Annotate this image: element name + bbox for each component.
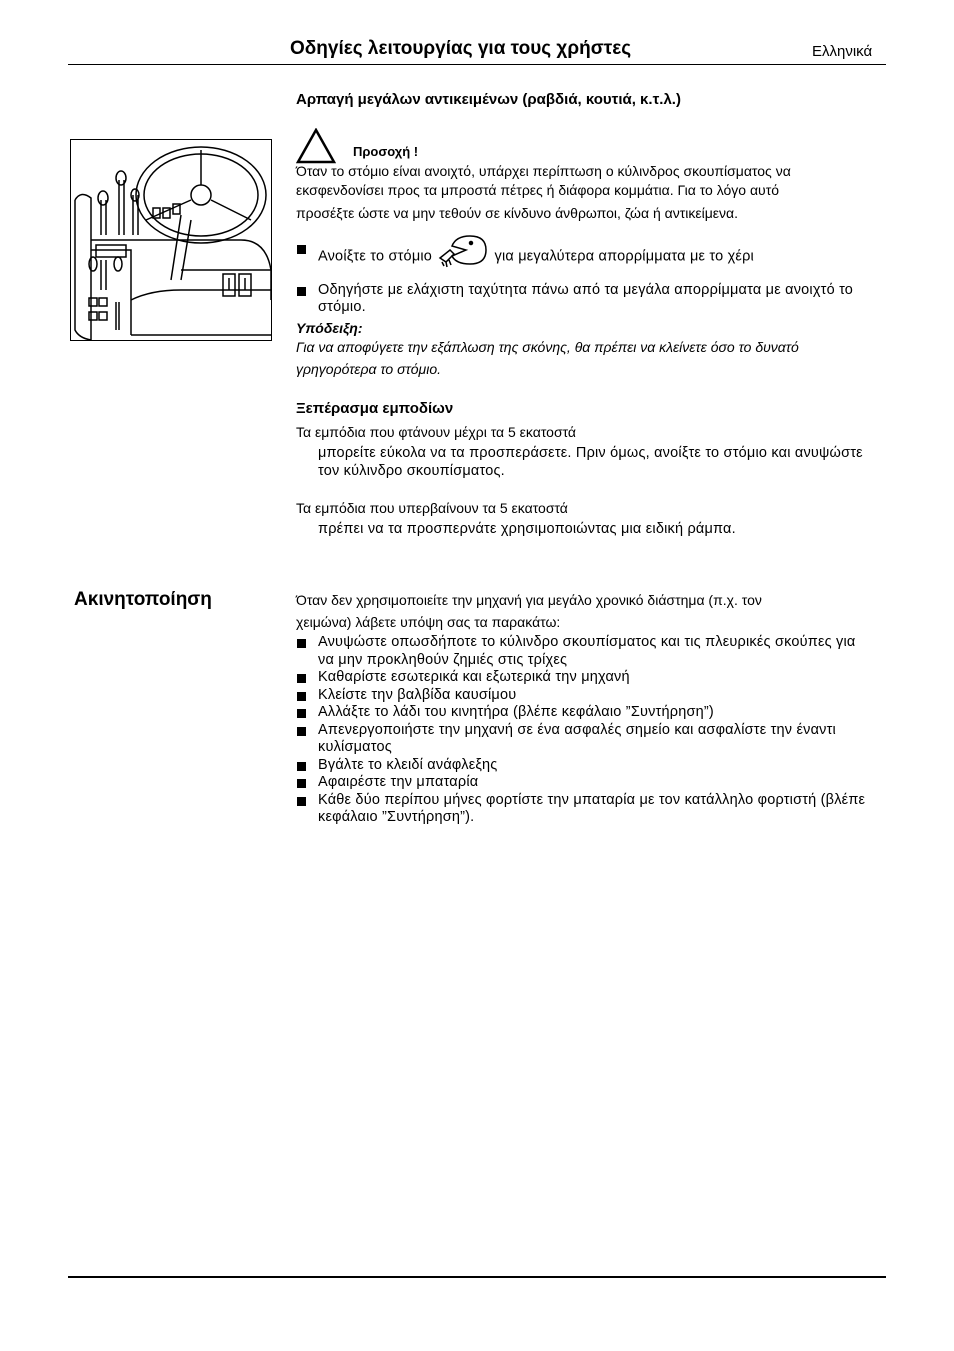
controls-illustration <box>70 139 272 341</box>
bullet1-text-before: Ανοίξτε το στόμιο <box>318 248 433 265</box>
list-item: Ανυψώστε οπωσδήποτε το κύλινδρο σκουπίσματος και τις πλευρικές σκούπες για να μην προκληθούν ζημιές στις τρίχες <box>296 634 871 669</box>
immobilization-intro-line2: χειμώνα) λάβετε υπόψη σας τα παρακάτω: <box>296 614 561 630</box>
header-rule <box>68 64 886 65</box>
immobilization-list <box>296 634 871 827</box>
warning-text-line3: προσέξτε ώστε να μην τεθούν σε κίνδυνο άνθρωποι, ζώα ή αντικείμενα. <box>296 205 738 221</box>
list-item: Απενεργοποιήστε την μηχανή σε ένα ασφαλές σημείο και ασφαλίστε την έναντι κυλίσματος <box>296 722 871 757</box>
obstacle-line1-detail: μπορείτε εύκολα να τα προσπεράσετε. Πριν όμως, ανοίξτε το στόμιο και ανυψώστε τον κύλινδρο σκουπίσματος. <box>318 445 863 479</box>
warning-text-line2: εκσφενδονίσει προς τα μπροστά πέτρες ή διάφορα κομμάτια. Για το λόγο αυτό <box>296 182 780 198</box>
obstacle-line2: Τα εμπόδια που υπερβαίνουν τα 5 εκατοστά <box>296 500 568 516</box>
obstacle-line2-detail: πρέπει να τα προσπερνάτε χρησιμοποιώντας μια ειδική ράμπα. <box>318 521 736 537</box>
steering-controls-drawing <box>71 140 271 340</box>
note-line2: γρηγορότερα το στόμιο. <box>296 361 441 377</box>
obstacle-line1: Τα εμπόδια που φτάνουν μέχρι τα 5 εκατοστά <box>296 424 577 440</box>
section-heading-obstacles: Ξεπέρασμα εμποδίων <box>296 400 454 417</box>
list-item: Κάθε δύο περίπου μήνες φορτίστε την μπαταρία με τον κατάλληλο φορτιστή (βλέπε κεφάλαιο ”Συντήρηση”). <box>296 792 871 827</box>
section-heading-grab: Αρπαγή μεγάλων αντικειμένων (ραβδιά, κουτιά, κ.τ.λ.) <box>296 91 681 108</box>
intake-hand-icon <box>438 232 488 274</box>
immobilization-intro-line1: Όταν δεν χρησιμοποιείτε την μηχανή για μεγάλο χρονικό διάστημα (π.χ. τον <box>296 592 762 608</box>
warning-text-line1: Όταν το στόμιο είναι ανοιχτό, υπάρχει περίπτωση ο κύλινδρος σκουπίσματος να <box>296 163 791 179</box>
list-item: Αφαιρέστε την μπαταρία <box>296 774 871 792</box>
list-item: Κλείστε την βαλβίδα καυσίμου <box>296 687 871 705</box>
list-item: Καθαρίστε εσωτερικά και εξωτερικά την μηχανή <box>296 669 871 687</box>
note-label: Υπόδειξη: <box>296 320 363 336</box>
language-label: Ελληνικά <box>812 43 873 60</box>
page-title: Οδηγίες λειτουργίας για τους χρήστες <box>290 38 632 59</box>
list-item <box>296 240 866 274</box>
list-item: Αλλάξτε το λάδι του κινητήρα (βλέπε κεφάλαιο ”Συντήρηση”) <box>296 704 871 722</box>
footer-rule <box>68 1276 886 1278</box>
warning-label: Προσοχή ! <box>353 144 419 159</box>
list-item: Βγάλτε το κλειδί ανάφλεξης <box>296 757 871 775</box>
grab-instructions-list <box>296 240 866 317</box>
note-line1: Για να αποφύγετε την εξάπλωση της σκόνης, θα πρέπει να κλείνετε όσο το δυνατό <box>296 339 799 355</box>
list-item: Οδηγήστε με ελάχιστη ταχύτητα πάνω από τα μεγάλα απορρίμματα με ανοιχτό το στόμιο. <box>296 282 866 317</box>
bullet1-text-after: για μεγαλύτερα απορρίμματα με το χέρι <box>494 248 754 265</box>
section-heading-immobilization: Ακινητοποίηση <box>74 589 212 610</box>
